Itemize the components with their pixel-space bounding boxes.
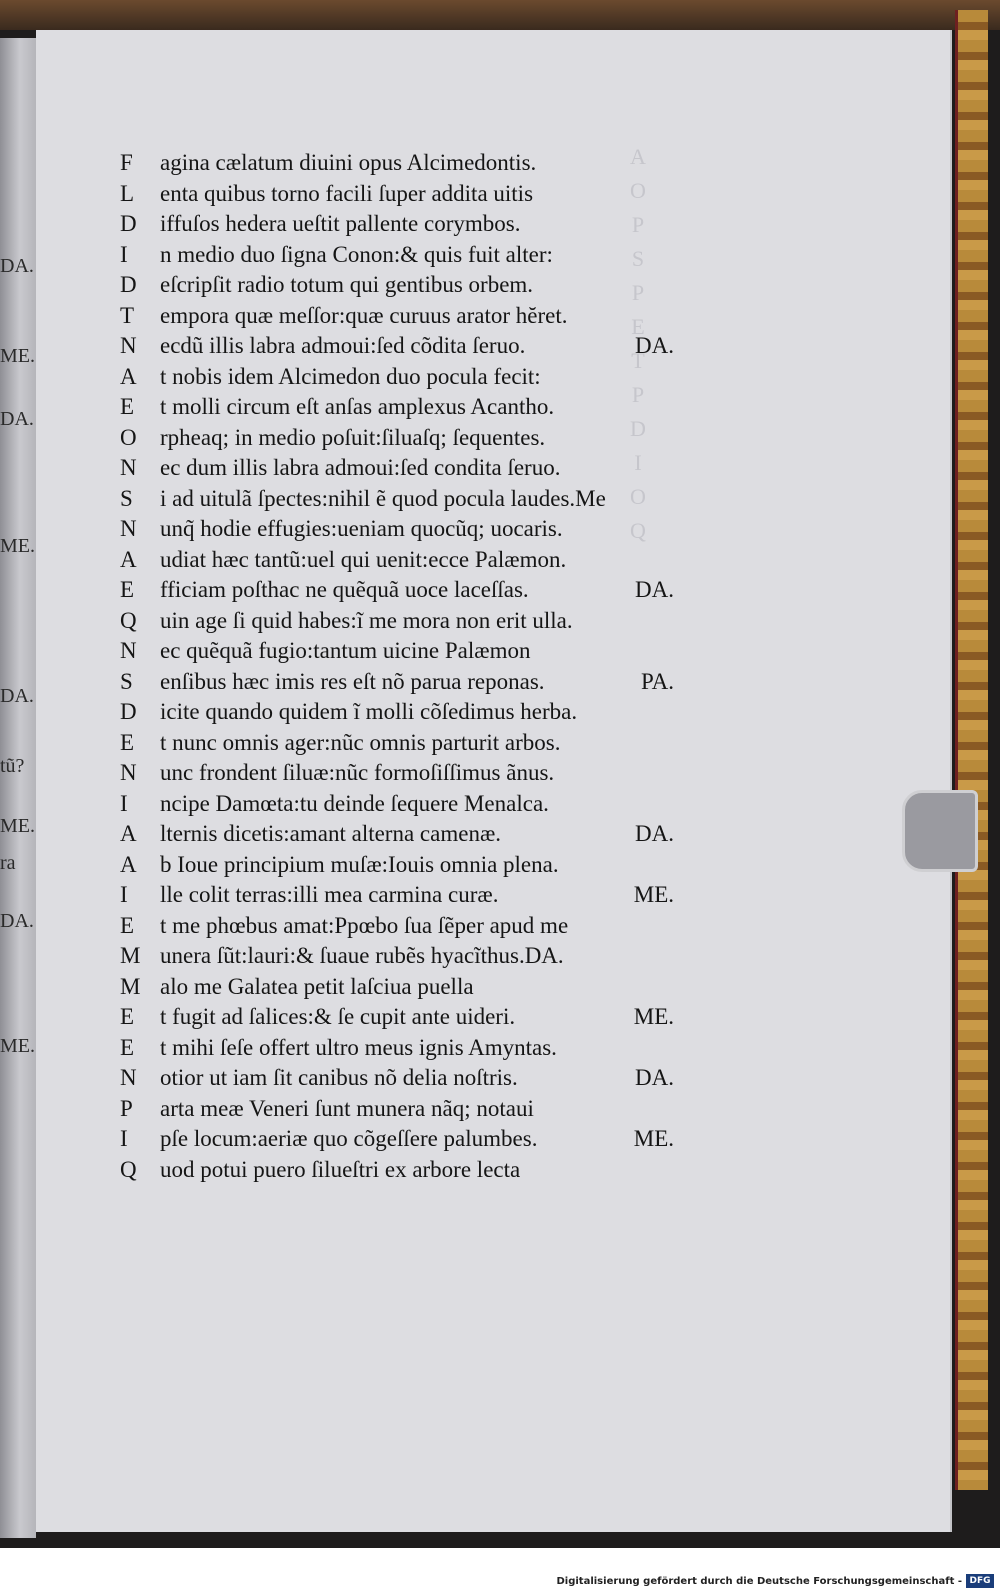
verse-line (120, 606, 680, 637)
digitization-credit: Digitalisierung gefördert durch die Deutsche Forschungsgemeinschaft - (556, 1576, 962, 1587)
verse-line (120, 819, 680, 850)
verse-line (120, 514, 680, 545)
verse-text: empora quæ meſſor:quæ curuus arator hĕret. (160, 302, 568, 328)
verse-text: otior ut iam ſit canibus nõ delia noſtris. (160, 1065, 518, 1090)
verse-line (120, 850, 680, 881)
verse-initial: N (120, 638, 137, 663)
verse-text: ecdũ illis labra admoui:ſed cõdita ſeruo. (160, 333, 526, 358)
speaker-label: ME. (633, 1126, 674, 1151)
verse-line (120, 545, 680, 576)
verse-line (120, 1033, 680, 1064)
verse-text: alo me Galatea petit laſciua puella (160, 973, 474, 999)
verse-text: enta quibus torno facili ſuper addita uitis (160, 180, 534, 206)
verse-line (120, 240, 680, 271)
verse-initial: N (120, 1065, 137, 1090)
verse-initial: F (120, 150, 133, 175)
verse-initial: A (120, 363, 137, 389)
verse-line (120, 179, 680, 210)
verse-initial: L (120, 180, 135, 206)
verse-line (120, 423, 680, 454)
verse-initial: O (120, 424, 137, 450)
verse-text: ncipe Damœta:tu deinde ſequere Menalca. (160, 790, 549, 816)
verse-text: icite quando quidem ĩ molli cõſedimus herba. (160, 699, 578, 724)
facing-page-speaker: DA. (0, 685, 34, 707)
verse-initial: D (120, 699, 137, 724)
verse-line (120, 301, 680, 332)
verse-line (120, 392, 680, 423)
speaker-label: DA. (635, 821, 674, 846)
verse-text: t molli circum eſt anſas amplexus Acantho. (160, 394, 555, 419)
verse-initial: E (120, 1034, 135, 1060)
verse-initial: T (120, 302, 135, 328)
verse-initial: N (120, 760, 137, 785)
verse-column (120, 148, 680, 1185)
verse-line (120, 575, 680, 606)
verse-line (120, 362, 680, 393)
verse-line (120, 484, 680, 515)
verse-initial: E (120, 912, 135, 938)
verse-initial: I (120, 790, 128, 816)
facing-page-speaker: ME. (0, 535, 35, 557)
verse-text: iffuſos hedera ueſtit pallente corymbos. (160, 211, 521, 236)
verse-text: lle colit terras:illi mea carmina curæ. (160, 882, 499, 907)
verse-initial: A (120, 546, 137, 572)
verse-text: enſibus hæc imis res eſt nõ parua reponas. (160, 668, 545, 694)
verse-line (120, 453, 680, 484)
verse-initial: Q (120, 607, 137, 633)
facing-page-speaker: tũ? (0, 755, 25, 777)
speaker-label: DA. (635, 577, 674, 602)
verse-initial: E (120, 577, 135, 602)
verse-line (120, 972, 680, 1003)
speaker-label: DA. (635, 333, 674, 358)
verse-text: t mihi ſeſe offert ultro meus ignis Amyntas. (160, 1034, 557, 1060)
verse-initial: M (120, 943, 141, 968)
verse-text: eſcripſit radio totum qui gentibus orbem. (160, 272, 534, 297)
verse-initial: P (120, 1095, 133, 1121)
verse-line (120, 209, 680, 240)
book-top-edge (0, 0, 1000, 30)
facing-page-speaker: DA. (0, 408, 34, 430)
verse-initial: D (120, 272, 137, 297)
verse-line (120, 1124, 680, 1155)
facing-page-speaker: ME. (0, 1035, 35, 1057)
verse-initial: D (120, 211, 137, 236)
verse-text: arta meæ Veneri ſunt munera nãq; notaui (160, 1095, 534, 1121)
verse-text: t nobis idem Alcimedon duo pocula fecit: (160, 363, 541, 389)
verse-line (120, 636, 680, 667)
verse-text: rpheaq; in medio poſuit:ſiluaſq; ſequentes. (160, 424, 546, 450)
verse-text: t me phœbus amat:Ppœbo ſua ſẽper apud me (160, 912, 569, 938)
verse-initial: A (120, 821, 137, 846)
verse-line (120, 911, 680, 942)
verse-initial: Q (120, 1156, 137, 1182)
verse-line (120, 148, 680, 179)
verse-text: lternis dicetis:amant alterna camenæ. (160, 821, 502, 846)
verse-text: n medio duo ſigna Conon:& quis fuit alter: (160, 241, 553, 267)
verse-line (120, 667, 680, 698)
facing-page-speaker: DA. (0, 255, 34, 277)
verse-line (120, 941, 680, 972)
verse-text: unq̃ hodie effugies:ueniam quocũq; uocaris. (160, 516, 563, 541)
verse-line (120, 1063, 680, 1094)
verse-initial: A (120, 851, 137, 877)
verse-text: pſe locum:aeriæ quo cõgeſſere palumbes. (160, 1126, 538, 1151)
verse-initial: I (120, 241, 128, 267)
verse-initial: E (120, 729, 135, 755)
verse-text: unera ſũt:lauri:& ſuaue rubẽs hyacĩthus.DA. (160, 943, 564, 968)
verse-initial: I (120, 882, 128, 907)
page-clip (902, 790, 978, 872)
verse-text: agina cælatum diuini opus Alcimedontis. (160, 150, 537, 175)
verse-text: i ad uitulã ſpectes:nihil ẽ quod pocula laudes.Me (160, 485, 606, 511)
verse-line (120, 1002, 680, 1033)
verse-text: uin age ſi quid habes:ĩ me mora non erit ulla. (160, 607, 573, 633)
verse-text: t nunc omnis ager:nũc omnis parturit arbos. (160, 729, 561, 755)
gilded-fore-edge (955, 10, 988, 1490)
verse-line (120, 789, 680, 820)
speaker-label: DA. (635, 1065, 674, 1090)
verse-text: fficiam poſthac ne quẽquã uoce laceſſas. (160, 577, 529, 602)
verse-line (120, 697, 680, 728)
verse-initial: N (120, 516, 137, 541)
verse-initial: S (120, 485, 133, 511)
facing-page-edge (0, 38, 36, 1538)
verse-text: uod potui puero ſilueſtri ex arbore lecta (160, 1156, 521, 1182)
verse-text: udiat hæc tantũ:uel qui uenit:ecce Palæmon. (160, 546, 567, 572)
verse-line (120, 270, 680, 301)
verse-line (120, 1094, 680, 1125)
show-through-text: A O P S P E T P D I O Q (630, 144, 646, 543)
verse-initial: M (120, 973, 141, 999)
facing-page-speaker: ME. (0, 815, 35, 837)
verse-text: ec dum illis labra admoui:ſed condita ſeruo. (160, 455, 561, 480)
verse-initial: I (120, 1126, 128, 1151)
verse-initial: S (120, 668, 133, 694)
speaker-label: ME. (633, 1004, 674, 1029)
facing-page-speaker: ra (0, 852, 16, 874)
verse-initial: N (120, 455, 137, 480)
verse-line (120, 1155, 680, 1186)
verse-text: unc frondent ſiluæ:nũc formoſiſſimus ãnus. (160, 760, 555, 785)
verse-line (120, 728, 680, 759)
verse-initial: E (120, 394, 135, 419)
verse-text: t fugit ad ſalices:& ſe cupit ante uideri. (160, 1004, 516, 1029)
facing-page-speaker: DA. (0, 910, 34, 932)
verse-text: ec quẽquã fugio:tantum uicine Palæmon (160, 638, 531, 663)
verse-initial: N (120, 333, 137, 358)
verse-line (120, 880, 680, 911)
footer-bar (0, 1548, 1000, 1596)
verse-text: b Ioue principium muſæ:Iouis omnia plena. (160, 851, 559, 877)
speaker-label: PA. (640, 668, 674, 694)
verse-initial: E (120, 1004, 135, 1029)
dfg-logo: DFG (966, 1574, 994, 1588)
verse-line (120, 758, 680, 789)
speaker-label: ME. (633, 882, 674, 907)
verse-line (120, 331, 680, 362)
facing-page-speaker: ME. (0, 345, 35, 367)
